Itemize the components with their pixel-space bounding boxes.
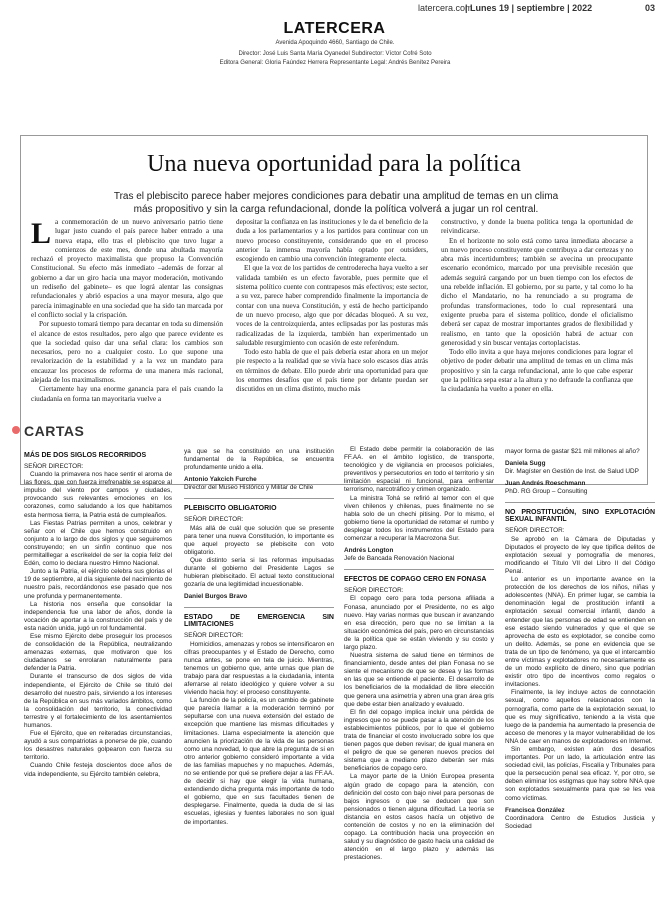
letter-paragraph: Nuestra sistema de salud tiene en términos de financiamiento, desde antes del plan Fonasa no se siente el mecanismo de que se desea y las formas en las que se entiende el paciente. El desarrollo de los beneficiarios de la modalidad de libre elección que genera una asimetría y abren una gran área gris que debe estar bien analizado y evaluado. — [344, 652, 494, 708]
letter-heading: MÁS DE DOS SIGLOS RECORRIDOS — [24, 452, 147, 459]
page-number: 03 — [645, 3, 656, 13]
letter-heading: EFECTOS DE COPAGO CERO EN FONASA — [344, 576, 487, 584]
letter-paragraph: mayor forma de gastar $21 mil millones al año? — [505, 448, 640, 455]
letter-signature-name: Andrés Longton — [344, 547, 394, 555]
top-strip — [0, 0, 667, 18]
letter-paragraph: El fin del copago implica incluir una pérdida de ingresos que no se puede pasar a la atención de los establecimientos públicos, por lo que el gobierno trata de financiar el costo involucrado sobre los que tienen pagos que deben revisar; de igual manera en el peligro de que se generen nuevos precios del sistema que a mediano plazo deberán ser más beneficiarios de copago cero. — [344, 708, 494, 773]
masthead-logo: LATERCERA — [283, 20, 386, 37]
letter-paragraph: Fue el Ejército, que en reiteradas circunstancias, ayudó a sus compatriotas a ponerse de pie, cuando los desastres naturales golpearon con fuerza su territorio. — [24, 730, 172, 762]
letter-salutation: SEÑOR DIRECTOR: — [184, 516, 244, 524]
letter-heading: PLEBISCITO OBLIGATORIO — [184, 505, 277, 513]
letter-signature-role: Dir. Magíster en Gestión de Inst. de Salud UDP — [505, 468, 639, 476]
letter-paragraph: El Estado debe permitir la colaboración de las FF.AA. en el ámbito logístico, de transporte, tecnológico y de vigilancia en procesos policiales, preventivos y persecutorios en todo el territorio y sin limitación espacial ni funcional, para enfrentar terrorismo, narcotráfico y crimen organizado. — [344, 446, 494, 494]
letter-paragraph: La función de la policía, es un cambio de gabinete que parecía llamar a la moderación terminó por sepultarse con una nueva extensión del estado de excepción que mantiene las mismas dificultades y limitaciones. Llama especialmente la atención que anuncien la priorización de la vida de las personas como una novedad, lo que abre la pregunta de si en otro anterior gobierno consideró importante a vida de las familias mapuches y no mapuches. Además, no se entiende por qué se prefiere dejar a las FF.AA. de decidir si hay que elegir la vida humana, extendiendo dicha pregunta más importante de todo el gobierno, que en sus facultades tienen de desplegarse. Finalmente, queda la duda de si las escuelas, iglesias y fuentes laborales no son igual de importantes. — [184, 697, 334, 826]
letter-salutation: SEÑOR DIRECTOR: — [184, 632, 244, 640]
letter-paragraph: Más allá de cuál que solución que se presente para tener una nueva Constitución, lo importante es que aquel proyecto se plebiscite con voto obligatorio. — [184, 524, 334, 556]
letter-paragraph: Finalmente, la ley incluye actos de connotación sexual, como aquellos relacionados con la pornografía, como parte de la explotación sexual, lo que es muy significativo, teniendo a la vista que luego de la pandemia ha aumentado la presencia de acceso de menores y la mayor vulnerabilidad de los NNA de caer en manos de explotadores en Internet. — [505, 689, 655, 745]
editorial-box — [20, 135, 648, 485]
divider — [184, 607, 334, 608]
letter-signature-role: Director del Museo Histórico y Militar de Chile — [184, 484, 314, 492]
letters-column-2 — [184, 446, 334, 901]
letter-signature-name: Daniela Sugg — [505, 460, 546, 468]
editorial-paragraph: El que la voz de los partidos de centroderecha haya vuelto a ser validada también es un efecto favorable, pues permite que el sistema político cuente con contrapesos más efectivos; este sector, a su vez, parece haber comprendido finalmente la importancia de contar con una nueva Constitución, y está de hecho participando de un nuevo proceso, algo que por décadas bloqueó. A su vez, voces de la centroizquierda, antes eclipsadas por las posturas más radicalizadas de la izquierda, también han experimentado un saludable resurgimiento con ocasión de este referéndum. — [236, 264, 428, 347]
letter-paragraph: Lo anterior es un importante avance en la protección de los derechos de los niños, niñas y adolescentes (NNA). En primer lugar, se cambia la denominación legal de prostitución infantil a explotación sexual comercial infantil, dando a entender que las personas de edad se entienden en ese estado siendo vulnerados y que el que se aprovecha de esto es explotador, se concibe como un delito. Además, se pone en evidencia que se trata de un tipo de fenómeno, ya que el intercambio entre víctimas y explotadores no necesariamente es de un modo explícito de dinero, sino que podrían existir otro tipo de incentivos como regalos o invitaciones. — [505, 576, 655, 689]
editorial-paragraph: Por supuesto tomará tiempo para decantar en toda su dimensión el alcance de estos resultados, pero algo que parece evidente es que la sociedad quiso dar una señal clara: los cambios son necesarios, pero no a cualquier costo. Lo que supone una revalorización de la estabilidad y a la vez un mandato para encauzar los procesos de reforma de una manera más racional, alejada de los maximalismos. — [31, 320, 223, 385]
letter-paragraph: Durante el transcurso de dos siglos de vida independiente, el Ejército de Chile se tituló del desarrollo del nuestro país, sirviendo a los intereses de la República en sus más variados ámbitos, como la consolidación del territorio, la conectividad terrestre y el fortalecimiento de los asentamientos humanos. — [24, 673, 172, 729]
letter-salutation: SEÑOR DIRECTOR: — [24, 463, 84, 470]
divider — [344, 569, 494, 570]
divider — [184, 498, 334, 499]
letter-salutation: SEÑOR DIRECTOR: — [505, 527, 565, 535]
letter-signature-role: Coordinadora Centro de Estudios Justicia y Sociedad — [505, 814, 655, 830]
masthead-staff — [60, 50, 610, 68]
letter-paragraph: El copago cero para toda persona afiliada a Fonasa, anunciado por el Presidente, no es algo nuevo. Hay varias normas que buscan ir avanzando en esa dirección, pero que no se limitan a la situación económica del país, pero en circunstancias de la política que se están viviendo y su costo y largo plazo. — [344, 595, 494, 651]
letter-signature-name: Juan Andrés Roeschmann — [505, 480, 586, 488]
editorial-title: Una nueva oportunidad para la política — [147, 151, 521, 177]
editorial-paragraph: Ciertamente hay una enorme ganancia para el país cuando la ciudadanía en forma tan mayoritaria vuelve a — [31, 385, 223, 403]
letter-signature-name: Antonio Yakcich Furche — [184, 476, 257, 484]
letter-salutation: SEÑOR DIRECTOR: — [344, 587, 404, 595]
divider — [505, 502, 655, 503]
letter-signature-role: PhD. RG Group – Consulting — [505, 488, 588, 496]
letter-paragraph: Que distinto sería si las reformas impulsadas durante el gobierno del Presidente Lagos se hubieran plebiscitado. El actual texto constitucional gozaría de una legitimidad incuestionable. — [184, 556, 334, 589]
letter-paragraph: Junto a la Patria, el ejército celebra sus glorias el 19 de septiembre, al día siguiente del nacimiento de nuestro país, recordándonos ese pasado que nos une profunda y permanentemente. — [24, 568, 172, 600]
drop-cap: L — [31, 218, 52, 250]
editorial-deck: Tras el plebiscito parece haber mejores condiciones para debatir una amplitud de temas en un clima más propositivo y sin la carga refundacional, donde la política volverá a jugar un rol central. — [113, 191, 559, 215]
site-url: latercera.com — [418, 3, 473, 13]
letter-paragraph: Cuando la primavera nos hace sentir el aroma de las flores, que con fuerza irrefrenable se esparce al impulso del viento por campos y ciudades, provocando sus relevantes emociones en los corazones, como saludando a los que habitamos esta hermosa tierra, la Patria está de cumpleaños. — [24, 471, 172, 519]
letter-heading: ESTADO DE EMERGENCIA SIN LIMITACIONES — [184, 614, 334, 629]
editorial-paragraph: En el horizonte no solo está como tarea inmediata abocarse a un nuevo proceso constituyente que contribuya a dar certezas y no abra más incertidumbres; también se avecina un preocupante escenario económico, marcado por una previsible recesión que además seguirá cargando por un buen tiempo con los efectos de una rebelde inflación. El gobierno, por su parte, y tal como lo ha dicho el Mandatario, no ha renunciado a su programa de profundas transformaciones, todo lo cual representará una exigente prueba para el sistema político, donde el oficialismo deberá ser capaz de mostrar importantes grados de flexibilidad y realismo, en tanto que la oposición habrá de actuar con generosidad y sin buscar ventajas cortoplacistas. — [441, 236, 633, 347]
letter-paragraph: Cuando Chile festeja doscientos doce años de vida independiente, su Ejército también celebra, — [24, 762, 172, 778]
letter-paragraph: Ese mismo Ejército debe proseguir los procesos de consolidación de la República, neutralizando amenazas externas, que motivaron que los ciudadanos se enrolaran naturalmente para defender la Patria. — [24, 632, 172, 673]
editorial-paragraph: Todo esto habla de que el país debería estar ahora en un mejor pie respecto a la realidad que se vivía hace solo escasos días atrás en términos de debate. Ello puede abrir una oportunidad para que los enormes desafíos que el país tiene por delante puedan ser discutidos en un clima distinto, mucho más — [236, 348, 428, 394]
letter-paragraph: La mayor parte de la Unión Europea presenta algún grado de copago para la atención, con definición del costo con bajo nivel para personas de bajos ingresos o que se deducen que son pensionados o tienen alguna dificultad. La teoría se distancia en estos casos hacía un objetivo de contención de costos y no en la eliminación del copago. La contribución hacia una proyección en salud y su diagnóstico de gasto hacia una calidad de atención en el largo plazo y además las prestaciones. — [344, 773, 494, 862]
editorial-paragraph: Todo ello invita a que haya mejores condiciones para lograr el objetivo de poder debatir una amplitud de temas en un clima más propositivo y sin la carga refundacional, ante lo que cabe esperar que la política sepa estar a la altura y no defraude la confianza que la ciudadanía ha vuelto a poner en ella. — [441, 348, 633, 394]
editorial-column-2 — [236, 218, 428, 473]
editorial-paragraph: depositar la confianza en las instituciones y le da el beneficio de la duda a los parlamentarios y a los partidos para continuar con un nuevo proceso constituyente, considerando que en el proceso anterior la inmensa mayoría había optado por outsiders, escogiendo en cambio una convención íntegramente electa. — [236, 218, 428, 264]
issue-date: | Lunes 19 | septiembre | 2022 — [465, 3, 593, 13]
letter-paragraph: Las Fiestas Patrias permiten a unos, celebrar y señar con el Chile que hemos construido en conjunto a lo largo de dos siglos y que seguiremos construyendo; en un sinfín continuo que nos permitalllegar a escrikeldel de ser la copia feliz del Edén, como lo declara nuestro Himno Nacional. — [24, 519, 172, 568]
letters-column-4 — [505, 446, 655, 901]
letter-paragraph: La ministra Tohá se refirió al temor con el que viven chilenos y chilenas, pues finalmente no se habla solo de un chechi pitising. Por lo mismo, el gobierno tiene la oportunidad de retomar el rumbo y desplegar todos los instrumentos del Estado para comenzar a recuperar la Macrozona Sur. — [344, 494, 494, 543]
editorial-paragraph: constructivo, y donde la buena política tenga la oportunidad de reivindicarse. — [441, 218, 633, 236]
letter-paragraph: La historia nos enseña que consolidar la independencia fue una labor de años, donde la vocación de aportar a la construcción del país y de esta nación unida, jugó un rol fundamental. — [24, 600, 172, 632]
letter-paragraph: Homicidios, amenazas y robos se intensificaron en cifras preocupantes y el Estado de Derecho, como nunca antes, se pone en tela de juicio. Mientras, tenemos un gobierno que, ante urnas que plan de trabajo para dar respuestas a la ciudadanía, intenta aferrarse al relato ideológico y quiere volver a su viviendo hacia hoy: el proceso constituyente. — [184, 640, 334, 697]
section-label: CARTAS — [24, 423, 85, 439]
letters-column-3 — [344, 446, 494, 901]
letters-column-1 — [24, 446, 172, 901]
letter-signature-role: Jefe de Bancada Renovación Nacional — [344, 555, 455, 563]
staff-line-2: Editora General: Gloria Faúndez Herrera Representante Legal: Andrés Benítez Pereira — [219, 60, 451, 66]
staff-line-1: Director: José Luis Santa María Oyanedel Subdirector: Víctor Cofré Soto — [238, 51, 432, 57]
letter-paragraph: Sin embargo, existen aún dos desafíos importantes. Por un lado, la articulación entre las sociedad civil, las policías, Fiscalía y Tribunales para que la persecución penal sea eficaz. Y, por otro, se deben eliminar los estigmas que hay sobre NNA que son explotados sexualmente para que se les vea como víctimas. — [505, 746, 655, 802]
letter-signature-name: Daniel Burgos Bravo — [184, 593, 248, 601]
letter-signature-name: Francisca González — [505, 806, 565, 814]
masthead-address: Avenida Apoquindo 4660, Santiago de Chile. — [275, 40, 395, 46]
letter-paragraph: ya que se ha constituido en una institución fundamental de la República, se encuentra profundamente unido a ella. — [184, 448, 334, 472]
editorial-paragraph: a conmemoración de un nuevo aniversario patrio tiene lugar justo cuando el país parece haber entrado a una nueva etapa, ello tras el plebiscito que tuvo lugar a comienzos de este mes, donde una abultada mayoría rechazó el proyecto maximalista que propuso la Convención Constitucional. Su efecto más inmediato –además de forzar al gobierno a dar un giro hacia una mayor moderación, motivando un rediseño del gabinete– es que lográ alentar las consignas refundacionales y abrió espacios a una mayor mesura, algo que parecía inimaginable en una sociedad que ha sido tan marcada por el conflicto social y la crispación. — [31, 218, 223, 319]
letter-heading: NO PROSTITUCIÓN, SINO EXPLOTACIÓN SEXUAL INFANTIL — [505, 509, 655, 524]
editorial-column-3 — [441, 218, 633, 473]
section-dot-icon — [12, 426, 20, 434]
letter-paragraph: Se aprobó en la Cámara de Diputadas y Diputados el proyecto de ley que tipifica delitos de explotación sexual y pornografía de menores, modificando el Título VII del Libro II del Código Penal. — [505, 535, 655, 575]
